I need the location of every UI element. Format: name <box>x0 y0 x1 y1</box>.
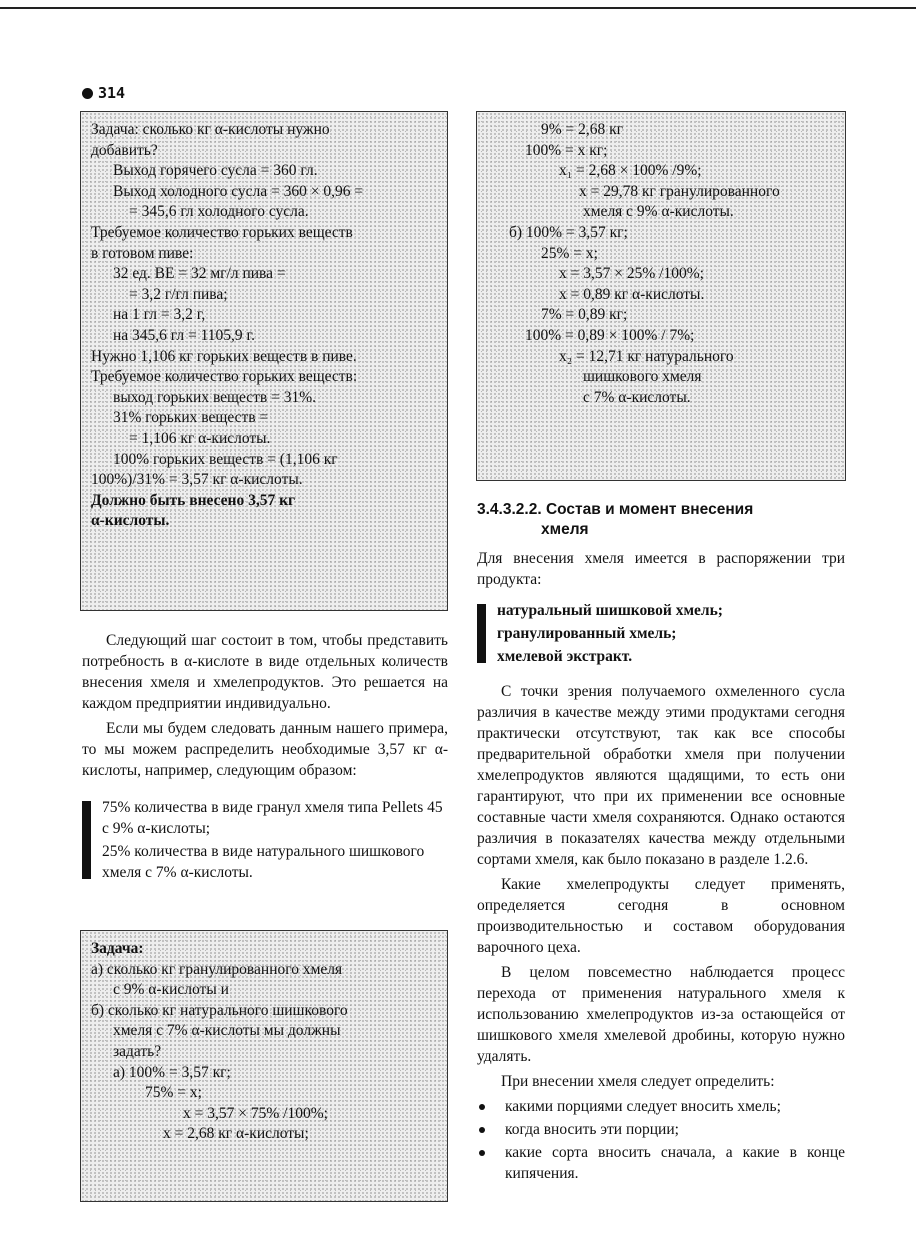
list-item: 25% количества в виде натурального шишкового хмеля с 7% α-кислоты. <box>102 843 425 881</box>
example-box-alpha-acid <box>80 111 448 611</box>
box-line: 100% = x кг; <box>525 141 608 159</box>
box-line: в готовом пиве: <box>91 244 194 262</box>
box-line: x = 3,57 × 25% /100%; <box>559 265 704 283</box>
bullet-list <box>477 1096 845 1184</box>
paragraph: Для внесения хмеля имеется в распоряжении три продукта: <box>477 550 845 588</box>
box-line: а) сколько кг гранулированного хмеля <box>91 960 343 978</box>
bullet-item: какие сорта вносить сначала, а какие в конце кипячения. <box>477 1142 845 1184</box>
box-line: 100%)/31% = 3,57 кг α-кислоты. <box>91 471 303 489</box>
list-item: гранулированный хмель; <box>497 625 677 642</box>
box-line: x = 3,57 × 75% /100%; <box>183 1104 328 1122</box>
box-line: 9% = 2,68 кг <box>541 121 624 138</box>
box-line: Требуемое количество горьких веществ <box>91 223 353 241</box>
list-bar-marker <box>477 604 486 663</box>
box-line: 75% = x; <box>145 1084 202 1102</box>
page-number-text: 314 <box>98 84 126 102</box>
box-line: x = 0,89 кг α-кислоты. <box>559 285 705 303</box>
box-line: б) сколько кг натурального шишкового <box>91 1001 348 1019</box>
box-line: задать? <box>113 1042 162 1060</box>
box-line: с 9% α-кислоты и <box>113 981 229 999</box>
box-line: α-кислоты. <box>91 512 170 530</box>
box-line: = 1,106 кг α-кислоты. <box>129 429 271 447</box>
box-line: а) 100% = 3,57 кг; <box>113 1063 231 1081</box>
distribution-list <box>82 797 448 883</box>
box-line: Выход холодного сусла = 360 × 0,96 = <box>113 182 364 200</box>
box-line: 100% горьких веществ = (1,106 кг <box>113 450 338 468</box>
example-box-hop-calc-continued <box>476 111 846 481</box>
box-line: шишкового хмеля <box>583 368 702 386</box>
left-column-text <box>82 630 448 895</box>
box-line: x = 2,68 кг α-кислоты; <box>163 1125 309 1143</box>
box-line: на 345,6 гл = 1105,9 г. <box>113 326 256 344</box>
bullet-marker-icon <box>82 88 93 99</box>
box-line: хмеля с 7% α-кислоты мы должны <box>113 1022 341 1040</box>
box-line: 32 ед. ВЕ = 32 мг/л пива = <box>113 265 286 283</box>
box-line: с 7% α-кислоты. <box>583 388 691 406</box>
box-line: x = 29,78 кг гранулированного <box>579 182 780 200</box>
list-bar-marker <box>82 801 91 879</box>
box-line: = 3,2 г/гл пива; <box>129 285 228 303</box>
page-top-rule <box>0 7 916 9</box>
bullet-item: когда вносить эти порции; <box>477 1119 845 1140</box>
section-heading-line: 3.4.3.2.2. Состав и момент внесения <box>477 501 754 518</box>
paragraph: При внесении хмеля следует определить: <box>501 1073 775 1090</box>
paragraph: Какие хмелепродукты следует применять, определяется сегодня в основном производительностью и составом оборудования варочного цеха. <box>477 876 845 956</box>
paragraph: С точки зрения получаемого охмеленного сусла различия в качестве между этими продуктами сегодня практически отсутствуют, так как все способы предварительной обработки хмеля при получении хмелепродуктов являются щадящими, то есть они гарантируют, что при их применении все основные составные части хмеля сохраняются. Однако остаются различия в показателях качества между отдельными сортами хмеля, как было показано в разделе 1.2.6. <box>477 683 845 868</box>
paragraph: Если мы будем следовать данным нашего примера, то мы можем распределить необходимые 3,57 кг α-кислоты, например, следующим образом: <box>82 720 448 779</box>
paragraph: В целом повсеместно наблюдается процесс перехода от применения натурального хмеля к использованию хмелепродуктов из-за остающейся от шишкового хмеля хмелевой дробины, которую нужно удалять. <box>477 964 845 1065</box>
example-box-hop-quantity <box>80 930 448 1202</box>
box-line: Должно быть внесено 3,57 кг <box>91 491 296 509</box>
box-line: Задача: сколько кг α-кислоты нужно <box>91 121 330 138</box>
box-line: Выход горячего сусла = 360 гл. <box>113 162 318 180</box>
right-column-text <box>477 500 845 1186</box>
box-line: на 1 гл = 3,2 г, <box>113 306 206 324</box>
box-line: 7% = 0,89 кг; <box>541 306 628 324</box>
section-heading <box>477 500 845 540</box>
box-line: б) 100% = 3,57 кг; <box>509 223 628 241</box>
list-item: 75% количества в виде гранул хмеля типа Pellets 45 с 9% α-кислоты; <box>102 799 443 837</box>
box-line: Задача: <box>91 940 144 957</box>
box-line: x₂ = 12,71 кг натурального <box>559 347 734 365</box>
box-line: Нужно 1,106 кг горьких веществ в пиве. <box>91 347 357 365</box>
hop-products-list <box>477 600 845 667</box>
box-line: 31% горьких веществ = <box>113 409 269 427</box>
page-number <box>82 84 125 102</box>
list-item: натуральный шишковой хмель; <box>497 602 723 619</box>
box-line: добавить? <box>91 141 158 159</box>
list-item: хмелевой экстракт. <box>497 648 633 665</box>
box-line: = 345,6 гл холодного сусла. <box>129 203 309 221</box>
bullet-item: какими порциями следует вносить хмель; <box>477 1096 845 1117</box>
paragraph: Следующий шаг состоит в том, чтобы представить потребность в α-кислоте в виде отдельных количеств внесения хмеля и хмелепродуктов. Это решается на каждом предприятии индивидуально. <box>82 632 448 712</box>
section-heading-line: хмеля <box>541 521 589 538</box>
box-line: хмеля с 9% α-кислоты. <box>583 203 734 221</box>
box-line: выход горьких веществ = 31%. <box>113 388 317 406</box>
box-line: 25% = x; <box>541 244 598 262</box>
box-line: Требуемое количество горьких веществ: <box>91 368 358 386</box>
box-line: 100% = 0,89 × 100% / 7%; <box>525 326 695 344</box>
box-line: x₁ = 2,68 × 100% /9%; <box>559 162 702 180</box>
